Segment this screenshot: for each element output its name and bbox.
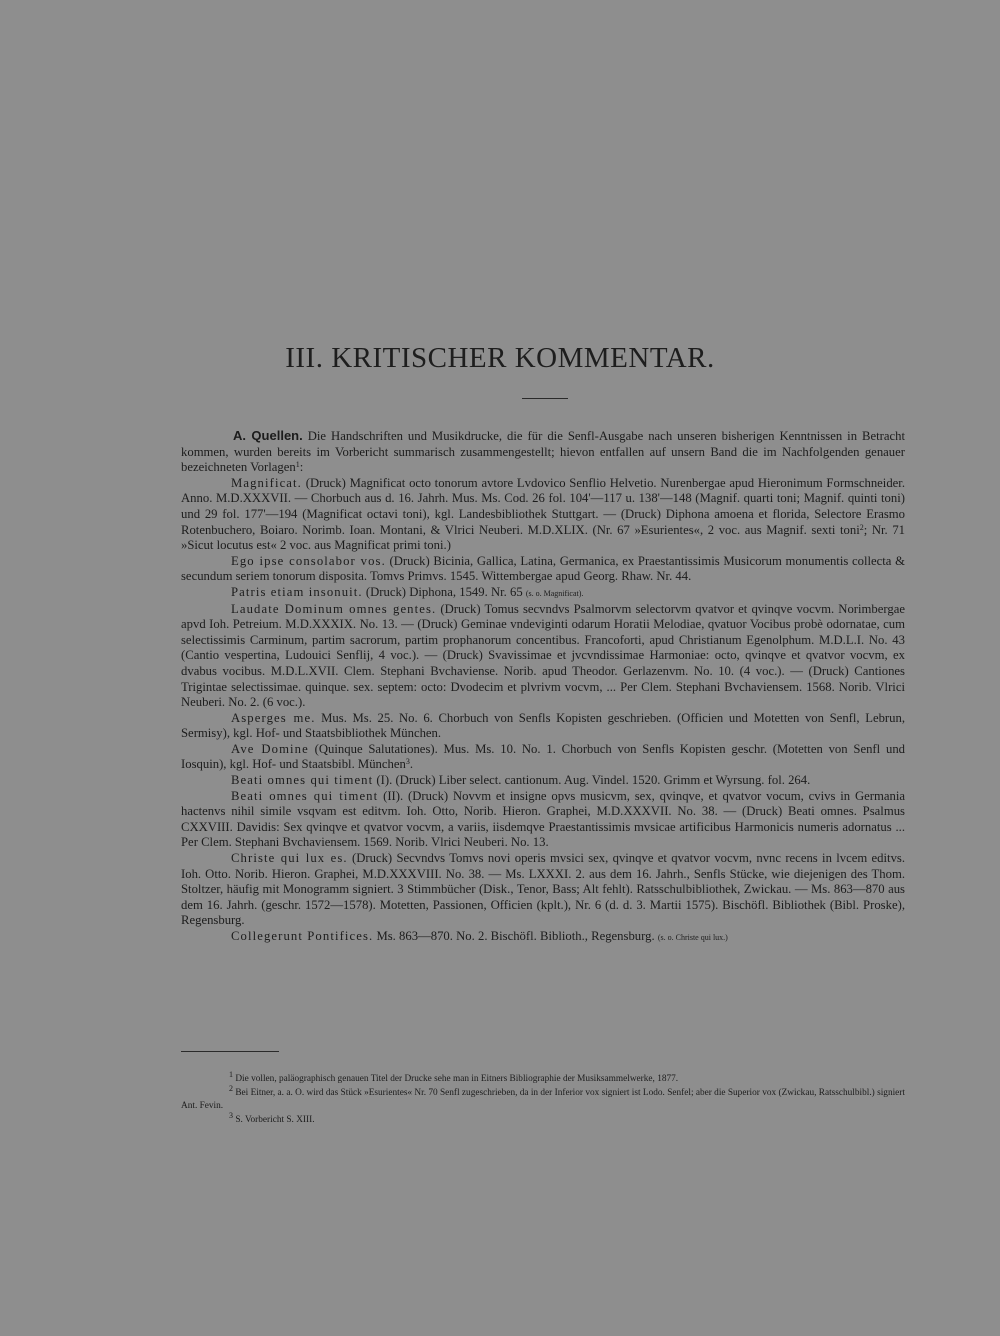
source-entry-ego-ipse	[181, 554, 905, 585]
page-title: III. KRITISCHER KOMMENTAR.	[285, 342, 715, 374]
entry-text: Mus. Ms. 25. No. 6. Chorbuch von Senfls Kopisten geschrieben. (Officien und Motetten von Senfl, Lebrun, Sermisy), kgl. Hof- und Staatsbibliothek München.	[181, 710, 906, 741]
source-entry-beati-omnes-1	[181, 773, 905, 789]
intro-paragraph	[181, 428, 905, 476]
entry-title: Beati omnes qui timent	[231, 788, 379, 803]
footnote-text: Bei Eitner, a. a. O. wird das Stück »Esurientes« Nr. 70 Senfl zugeschrieben, da in der Inferior vox signiert ist Lodo. Senfel; aber die Superior vox (Zwickau, Ratsschulbibl.) signiert Ant. Fevin.	[181, 1087, 905, 1111]
sources-section	[181, 428, 905, 946]
footnote-divider	[181, 1051, 279, 1052]
entry-text-continued: ; Nr. 71 »Sicut locutus est« 2 voc. aus Magnificat primi toni.)	[181, 522, 906, 553]
footnote-3	[181, 1110, 905, 1128]
entry-text: (Druck) Magnificat octo tonorum avtore Lvdovico Senflio Helvetio. Nurenbergae apud Hieronimum Formschneider. Anno. M.D.XXXVII. — Chorbuch aus d. 16. Jahrh. Mus. Ms. Cod. 26 fol. 104'—117 u. 138'—148 (Magnif. quarti toni; Magnif. quinti toni) und 29 fol. 177'—194 (Magnificat octavi toni), kgl. Landesbibliothek Stuttgart. — (Druck) Diphona amoena et florida, Selectore Erasmo Rotenbuchero, Boiaro. Norimb. Ioan. Montani, & Vlrici Neuberi. M.D.XLIX. (Nr. 67 »Esurientes«, 2 voc. aus Magnif. sexti toni	[181, 475, 906, 537]
intro-end: :	[299, 460, 304, 475]
footnote-ref: 1	[295, 460, 300, 470]
footnote-1	[181, 1070, 905, 1087]
entry-text: (Druck) Diphona, 1549. Nr. 65	[365, 584, 523, 599]
entry-text-continued: .	[409, 757, 413, 772]
entry-note: (s. o. Magnificat).	[525, 588, 584, 598]
footnote-ref: 2	[859, 522, 864, 532]
footnote-2	[181, 1083, 905, 1114]
entry-title: Laudate Dominum omnes gentes.	[231, 601, 437, 616]
entry-title: Beati omnes qui timent	[231, 773, 374, 788]
entry-text: (I). (Druck) Liber select. cantionum. Aug. Vindel. 1520. Grimm et Wyrsung. fol. 264.	[376, 773, 811, 788]
entry-text: (Druck) Tomus secvndvs Psalmorvm selectorvm qvatvor et qvinqve vocvm. Norimbergae apvd Ioh. Petreium. M.D.XXXIX. No. 13. — (Druck) Geminae vndeviginti odarum Horatii Melodiae, qvatuor Vocibus probè odornatae, cum selectissimis Carminum, partim sacrorum, partim prophanorum concentibus. Francoforti, apud Christianum Egenolphum. M.D.L.I. No. 43 (Cantio vespertina, Ludouici Senflij, 4 voc.). — (Druck) Svavissimae et jvcvndissimae Harmoniae: octo, qvinqve et qvatvor vocvm, ex dvabus vocibus. M.D.L.XVII. Clem. Stephani Bvchaviense. Norib. apud Theodor. Gerlazenvm. No. 10. (4 voc.). — (Druck) Cantiones Trigintae selectissimae. quinque. sex. septem: octo: Dvodecim et plvrivm vocvm, ... Per Clem. Stephani Bvchaviensem. 1568. Norib. Vlrici Neuberi. No. 2. (6 voc.).	[181, 601, 905, 710]
entry-title: Christe qui lux es.	[231, 851, 348, 866]
footnote-number: 1	[229, 1070, 233, 1079]
entry-text: (Quinque Salutationes). Mus. Ms. 10. No. 1. Chorbuch von Senfls Kopisten geschr. (Motetten von Senfl und Iosquin), kgl. Hof- und Staatsbibl. München	[181, 741, 906, 772]
source-entry-asperges	[181, 711, 905, 742]
entry-title: Ego ipse consolabor vos.	[231, 553, 386, 568]
source-entry-ave-domine	[181, 742, 905, 773]
source-entry-christe	[181, 851, 905, 929]
title-divider	[522, 398, 568, 399]
source-entry-magnificat	[181, 476, 905, 554]
footnote-text: S. Vorbericht S. XIII.	[235, 1114, 315, 1125]
source-entry-laudate	[181, 602, 905, 711]
footnote-number: 2	[229, 1083, 233, 1093]
entry-title: Ave Domine	[231, 741, 309, 756]
footnotes	[181, 1070, 905, 1127]
entry-title: Magnificat.	[231, 475, 302, 490]
intro-text: Die Handschriften und Musikdrucke, die für die Senfl-Ausgabe nach unseren bisherigen Kenntnissen in Betracht kommen, wurden bereits im Vorbericht summarisch zusammengestellt; hievon entfallen auf unsern Band die im Nachfolgenden genauer bezeichneten Vorlagen	[181, 429, 906, 475]
footnote-text: Die vollen, paläographisch genauen Titel der Drucke sehe man in Eitners Bibliographie der Musiksammelwerke, 1877.	[235, 1074, 679, 1084]
entry-text: Ms. 863—870. No. 2. Bischöfl. Biblioth., Regensburg.	[376, 929, 655, 943]
entry-title: Asperges me.	[231, 710, 316, 725]
entry-text: (II). (Druck) Novvm et insigne opvs musicvm, sex, qvinqve, et qvatvor vocum, cvivs in Germania hactenvs nihil simile vsqvam est editvm. Ioh. Otto, Norib. Hieron. Graphei, M.D.XXXVII. No. 38. — (Druck) Beati omnes. Psalmus CXXVIII. Davidis: Sex qvinqve et qvatvor vocvm, a variis, iisdemqve Praestantissimis mvsicae artificibus Harmonicis numeris adornatus ... Per Clem. Stephani Bvchaviensem. 1569. Norib. Vlrici Neuberi. No. 13.	[181, 788, 905, 850]
footnote-ref: 3	[405, 757, 410, 767]
source-entry-collegerunt	[181, 929, 905, 946]
entry-title: Collegerunt Pontifices.	[231, 929, 374, 943]
footnote-number: 3	[229, 1110, 233, 1120]
source-entry-beati-omnes-2	[181, 789, 905, 851]
source-entry-patris-etiam	[181, 585, 905, 602]
entry-title: Patris etiam insonuit.	[231, 584, 363, 599]
entry-note: (s. o. Christe qui lux.)	[657, 933, 728, 942]
entry-text: (Druck) Secvndvs Tomvs novi operis mvsici sex, qvinqve et qvatvor vocvm, nvnc recens in lvcem editvs. Ioh. Otto. Norib. Hieron. Graphei, M.D.XXXVIII. No. 38. — Ms. LXXXI. 2. aus dem 16. Jahrh., Senfls Stücke, wie diejenigen des Thom. Stoltzer, häufig mit Monogramm signiert. 3 Stimmbücher (Disk., Tenor, Bass; Alt fehlt). Ratsschulbibliothek, Zwickau. — Ms. 863—870 aus dem 16. Jahrh. (geschr. 1572—1578). Motetten, Passionen, Officien (kplt.), Nr. 6 (d. d. 3. Martii 1575). Bischöfl. Bibliothek (Bibl. Proske), Regensburg.	[181, 851, 906, 928]
entry-text: (Druck) Bicinia, Gallica, Latina, Germanica, ex Praestantissimis Musicorum monumentis collecta & secundum seriem tonorum disposita. Tomvs Primvs. 1545. Wittembergae apud Georg. Rhaw. Nr. 44.	[181, 553, 905, 584]
section-heading: A. Quellen.	[233, 428, 303, 443]
